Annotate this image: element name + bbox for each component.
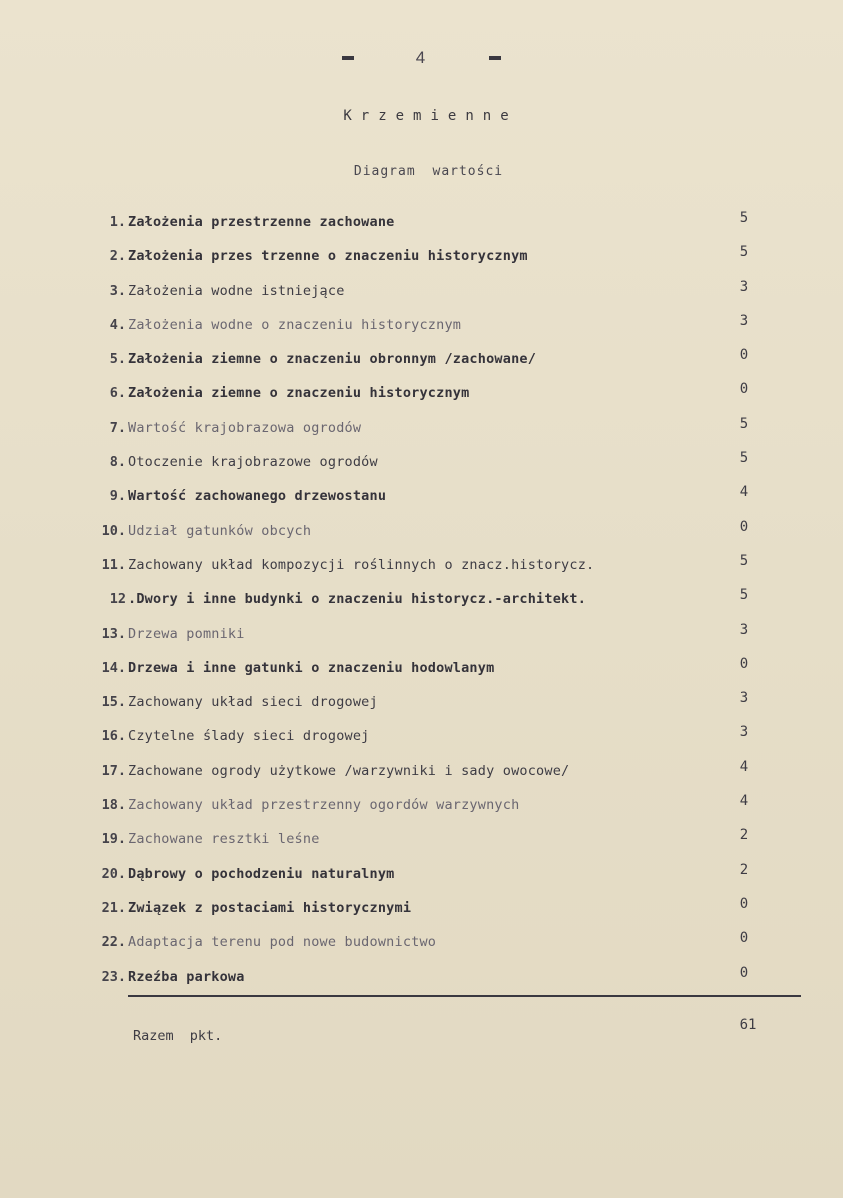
item-index: 5. xyxy=(109,351,126,368)
list-item xyxy=(88,930,768,968)
total-label: Razem pkt. xyxy=(133,1028,223,1044)
item-index: 6. xyxy=(109,385,126,402)
item-score: 5 xyxy=(739,450,749,467)
item-index: 17. xyxy=(101,762,126,779)
item-label: Drzewa i inne gatunki o znaczeniu hodowlanym xyxy=(128,659,495,676)
item-index: 7. xyxy=(109,419,126,436)
item-index: 19. xyxy=(101,831,126,848)
list-item xyxy=(88,484,768,522)
item-score: 4 xyxy=(739,758,749,775)
list-item xyxy=(88,724,768,762)
item-label: Dąbrowy o pochodzeniu naturalnym xyxy=(128,865,395,882)
item-index: 18. xyxy=(101,797,126,814)
item-index: 13. xyxy=(101,625,126,642)
item-label: Zachowany układ kompozycji roślinnych o znacz.historycz. xyxy=(128,556,595,573)
item-index: 1. xyxy=(109,214,126,230)
item-index: 14. xyxy=(101,659,126,676)
item-score: 0 xyxy=(739,381,749,398)
list-item xyxy=(88,895,768,934)
item-score: 3 xyxy=(739,312,749,329)
item-label: Zachowany układ przestrzenny ogordów warzywnych xyxy=(128,797,520,814)
item-index: 4. xyxy=(109,316,126,333)
item-label: Zachowany układ sieci drogowej xyxy=(128,694,378,711)
item-score: 0 xyxy=(739,518,749,535)
item-index: 22. xyxy=(101,934,126,951)
item-score: 5 xyxy=(739,587,749,604)
list-item xyxy=(88,381,768,419)
page-number xyxy=(0,48,843,68)
item-label: Drzewa pomniki xyxy=(128,625,245,642)
item-score: 3 xyxy=(739,724,749,741)
page-title: Krzemienne xyxy=(343,108,518,124)
item-index: 12 xyxy=(109,591,126,608)
item-label: Wartość zachowanego drzewostanu xyxy=(128,488,387,505)
item-label: Rzeźba parkowa xyxy=(128,968,245,985)
item-score: 2 xyxy=(739,861,749,878)
list-item xyxy=(88,621,768,660)
page-subtitle: Diagram wartości xyxy=(353,164,504,179)
list-item xyxy=(88,312,768,351)
item-index: 10. xyxy=(101,522,126,539)
list-item xyxy=(88,690,768,728)
dash-right xyxy=(489,56,501,60)
item-label: Zachowane ogrody użytkowe /warzywniki i sady owocowe/ xyxy=(128,762,570,779)
item-index: 2. xyxy=(109,248,126,265)
item-label: Założenia przes trzenne o znaczeniu historycznym xyxy=(128,248,528,265)
item-score: 3 xyxy=(739,278,749,295)
dash-left xyxy=(342,56,354,60)
item-score: 0 xyxy=(739,655,749,672)
item-score: 0 xyxy=(739,930,749,947)
list-item xyxy=(88,415,768,454)
item-score: 0 xyxy=(739,964,749,981)
item-index: 8. xyxy=(109,454,126,471)
list-item xyxy=(88,587,768,625)
list-item xyxy=(88,210,768,248)
item-index: 16. xyxy=(101,728,126,745)
item-label: Założenia ziemne o znaczeniu historycznym xyxy=(128,385,470,402)
item-label: Zachowane resztki leśne xyxy=(128,831,320,848)
item-score: 5 xyxy=(739,244,749,261)
total-divider xyxy=(128,995,801,997)
item-label: Otoczenie krajobrazowe ogrodów xyxy=(128,454,378,471)
item-score: 4 xyxy=(739,793,749,810)
item-label: Związek z postaciami historycznymi xyxy=(128,899,412,916)
list-item xyxy=(88,758,768,797)
item-score: 4 xyxy=(739,484,749,501)
item-score: 3 xyxy=(739,690,749,707)
item-score: 0 xyxy=(739,895,749,912)
page-number-value: 4 xyxy=(415,48,428,67)
item-label: Założenia wodne istniejące xyxy=(128,282,345,299)
list-item xyxy=(88,244,768,282)
total-value: 61 xyxy=(739,1017,757,1033)
item-label: .Dwory i inne budynki o znaczeniu historycz.-architekt. xyxy=(128,591,587,608)
list-item xyxy=(88,861,768,900)
list-item xyxy=(88,552,768,591)
item-index: 9. xyxy=(109,488,126,505)
item-score: 3 xyxy=(739,621,749,638)
list-item xyxy=(88,827,768,865)
item-label: Udział gatunków obcych xyxy=(128,522,312,539)
item-label: Założenia wodne o znaczeniu historycznym xyxy=(128,316,462,333)
item-score: 5 xyxy=(739,210,749,226)
list-item xyxy=(88,793,768,831)
item-index: 23. xyxy=(101,968,126,985)
list-item xyxy=(88,655,768,694)
list-item xyxy=(88,278,768,317)
list-item xyxy=(88,450,768,488)
item-index: 3. xyxy=(109,282,126,299)
item-label: Założenia ziemne o znaczeniu obronnym /zachowane/ xyxy=(128,351,537,368)
item-label: Czytelne ślady sieci drogowej xyxy=(128,728,370,745)
item-score: 5 xyxy=(739,415,749,432)
item-index: 15. xyxy=(101,694,126,711)
item-label: Adaptacja terenu pod nowe budownictwo xyxy=(128,934,437,951)
item-score: 0 xyxy=(739,347,749,364)
value-list xyxy=(88,210,768,1003)
item-score: 5 xyxy=(739,552,749,569)
item-index: 21. xyxy=(101,899,126,916)
item-index: 11. xyxy=(101,556,126,573)
list-item xyxy=(88,518,768,557)
item-index: 20. xyxy=(101,865,126,882)
list-item xyxy=(88,347,768,385)
list-item xyxy=(88,964,768,1003)
item-score: 2 xyxy=(739,827,749,844)
item-label: Wartość krajobrazowa ogrodów xyxy=(128,419,362,436)
item-label: Założenia przestrzenne zachowane xyxy=(128,214,395,230)
